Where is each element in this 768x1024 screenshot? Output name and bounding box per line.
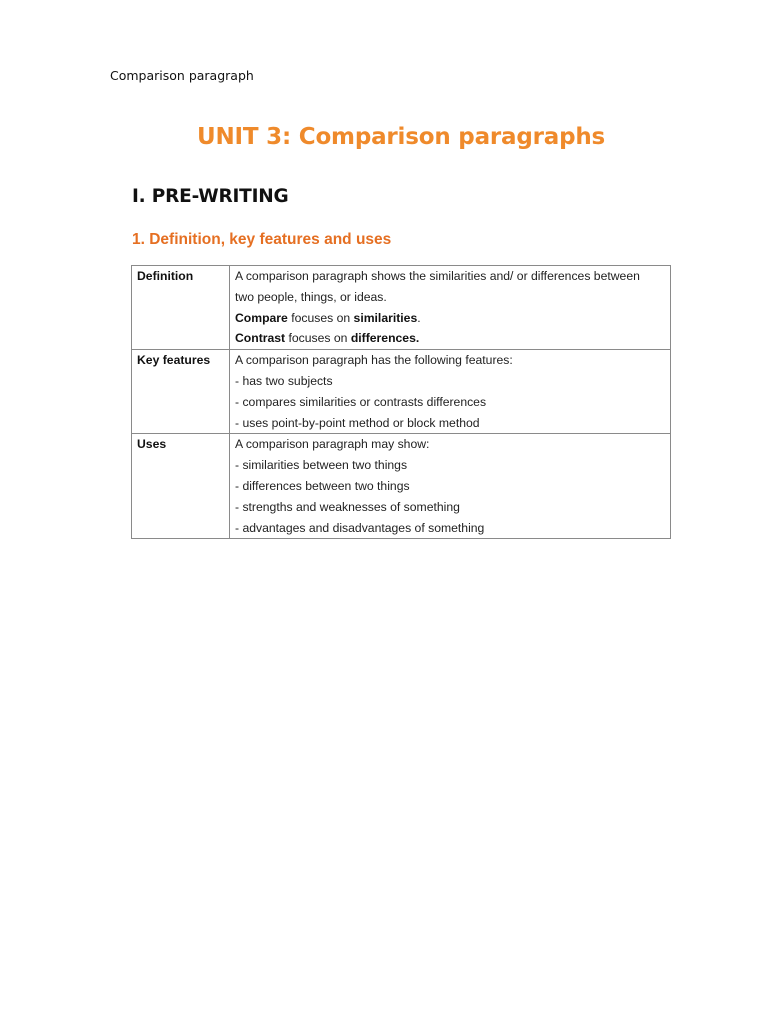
compare-word: Compare: [235, 310, 288, 325]
list-item: - similarities between two things: [235, 458, 408, 473]
unit-title: UNIT 3: Comparison paragraphs: [196, 124, 606, 150]
similarities-word: similarities: [353, 310, 418, 325]
row-content-key-features: [230, 350, 671, 434]
subsection-title: 1. Definition, key features and uses: [132, 231, 392, 248]
list-item: - compares similarities or contrasts differences: [235, 394, 487, 409]
table-row-uses: [132, 434, 671, 539]
differences-word: differences.: [350, 331, 420, 346]
row-label-key-features: Key features: [132, 350, 230, 434]
row-content-definition: [230, 266, 671, 350]
list-item: - advantages and disadvantages of something: [235, 520, 485, 535]
key-features-intro: A comparison paragraph has the following features:: [235, 353, 513, 368]
table-row-key-features: [132, 350, 671, 434]
compare-line: Compare focuses on similarities.: [235, 310, 421, 325]
contrast-word: Contrast: [235, 331, 286, 346]
list-item: - strengths and weaknesses of something: [235, 499, 460, 514]
section-title: I. PRE-WRITING: [132, 186, 289, 207]
definition-line-1: A comparison paragraph shows the similarities and/ or differences between: [235, 269, 640, 283]
row-content-uses: [230, 434, 671, 539]
definition-features-uses-table: [131, 265, 671, 539]
table-row-definition: [132, 266, 671, 350]
row-label-definition: Definition: [132, 266, 230, 350]
uses-intro: A comparison paragraph may show:: [235, 437, 430, 452]
row-label-uses: Uses: [132, 434, 230, 539]
list-item: - differences between two things: [235, 478, 410, 493]
running-header: Comparison paragraph: [110, 68, 254, 83]
list-item: - uses point-by-point method or block method: [235, 415, 480, 430]
list-item: - has two subjects: [235, 373, 333, 388]
definition-line-2: two people, things, or ideas.: [235, 289, 387, 304]
contrast-line: Contrast focuses on differences.: [235, 331, 420, 346]
